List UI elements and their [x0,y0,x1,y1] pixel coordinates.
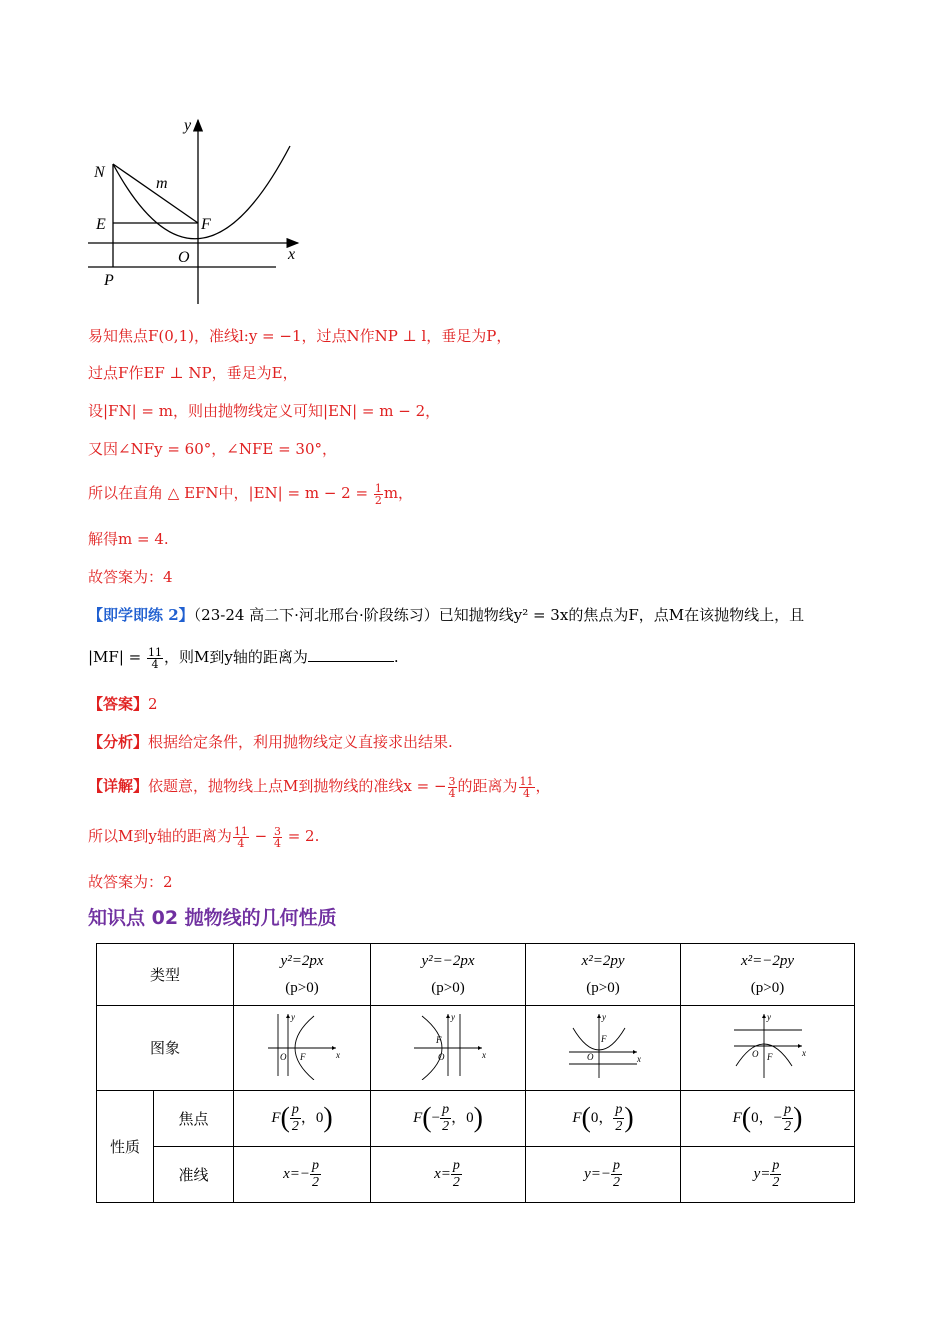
graph-cell-3 [526,1006,681,1090]
conclusion-suffix: = 2. [282,827,320,845]
label-P: P [104,272,114,289]
graph-cell-1 [234,1006,371,1090]
answer-value: 2 [148,695,158,713]
detail-suffix: ， [535,777,551,795]
focus-cell-4: F(0，− $\frac{p}{2}$ ) [681,1090,855,1146]
graph-left-opening [408,1010,488,1080]
svg-text:O: O [438,1052,445,1063]
detail-mid: 的距离为 [457,777,518,795]
label-E: E [96,216,106,233]
period: . [393,648,399,666]
conclusion-line [88,825,319,849]
solution-line-5 [88,482,413,506]
svg-text:y: y [766,1012,771,1023]
fraction-half: $\frac{1}{2}$ [374,481,382,507]
fraction-3-4: $\frac{3}{4}$ [448,774,456,800]
practice-question-line-1 [88,604,804,626]
minus-sign: − [249,827,272,845]
conclusion-prefix: 所以M到y轴的距离为 [88,827,232,845]
solution-line-5-suffix: m， [383,484,414,502]
graph-down-opening [728,1010,808,1080]
graph-right-opening [262,1010,342,1080]
fraction-11-4: $\frac{11}{4}$ [147,645,162,671]
label-y: y [184,117,192,134]
svg-text:y: y [602,1012,607,1023]
fraction-11-4-b: $\frac{11}{4}$ [519,774,534,800]
svg-text:F: F [766,1052,773,1063]
detail-prefix: 依题意，抛物线上点M到抛物线的准线x = − [148,777,447,795]
focus-cell-3: F(0， $\frac{p}{2}$ ) [526,1090,681,1146]
graph-up-opening [563,1010,643,1080]
svg-text:F: F [436,1035,442,1046]
type-cell-1: y²=2px (p>0) [234,944,371,1006]
svg-text:O: O [751,1049,759,1060]
parabola-figure [80,112,310,312]
svg-text:O: O [280,1052,287,1063]
table-row-type [97,944,855,1006]
detail-line [88,775,551,799]
header-graph: 图象 [97,1006,234,1090]
solution-line-4: 又因∠NFy = 60°，∠NFE = 30°， [88,440,338,458]
solution-line-3: 设|FN| = m，则由抛物线定义可知|EN| = m − 2， [88,402,441,420]
svg-text:y: y [291,1012,296,1023]
analysis-text: 根据给定条件，利用抛物线定义直接求出结果. [148,733,453,751]
header-props: 性质 [97,1090,154,1202]
fraction-11-4-c: $\frac{11}{4}$ [233,824,248,850]
focus-cell-1: F( $\frac{p}{2}$ ，0) [234,1090,371,1146]
label-N: N [94,164,105,181]
label-F: F [201,216,211,233]
label-m: m [156,175,168,192]
type-cell-3: x²=2py (p>0) [526,944,681,1006]
table-row-directrix [97,1146,855,1202]
directrix-cell-3: y=− $\frac{p}{2}$ [526,1146,681,1202]
svg-text:y: y [451,1012,456,1023]
fraction-3-4-b: $\frac{3}{4}$ [273,824,281,850]
type-cell-4: x²=−2py (p>0) [681,944,855,1006]
mf-prefix: |MF| = [88,648,146,666]
solution-line-2: 过点F作EF ⊥ NP，垂足为E， [88,364,298,382]
practice-source: （23-24 高二下·河北邢台·阶段练习）已知抛物线y² = 3x的焦点为F，点M在该抛物线上，且 [193,606,805,624]
svg-text:x: x [637,1054,642,1065]
answer-line [88,693,158,715]
directrix-cell-1: x=− $\frac{p}{2}$ [234,1146,371,1202]
table-row-focus [97,1090,855,1146]
header-type: 类型 [97,944,234,1006]
svg-text:x: x [482,1050,487,1061]
directrix-cell-4: y= $\frac{p}{2}$ [681,1146,855,1202]
graph-cell-2 [371,1006,526,1090]
label-x: x [288,246,296,263]
header-directrix: 准线 [154,1146,234,1202]
svg-text:x: x [336,1050,341,1061]
section-heading: 知识点 02 抛物线的几何性质 [88,907,337,929]
analysis-line [88,731,453,753]
table-row-graph [97,1006,855,1090]
practice-question-line-2 [88,646,399,670]
type-cell-2: y²=−2px (p>0) [371,944,526,1006]
final-answer-line: 故答案为：2 [88,873,173,891]
directrix-cell-2: x= $\frac{p}{2}$ [371,1146,526,1202]
segment-NF [113,164,198,223]
mf-suffix: ，则M到y轴的距离为 [163,648,308,666]
solution-line-5-prefix: 所以在直角 △ EFN中，|EN| = m − 2 = [88,484,373,502]
analysis-tag: 【分析】 [88,733,149,751]
label-O: O [178,249,190,266]
solution-line-1: 易知焦点F(0,1)，准线l:y = −1，过点N作NP ⊥ l，垂足为P， [88,327,512,345]
graph-cell-4 [681,1006,855,1090]
detail-tag: 【详解】 [88,777,149,795]
solution-line-6: 解得m = 4. [88,530,169,548]
answer-blank[interactable] [308,647,394,662]
practice-tag: 【即学即练 2】 [88,606,194,624]
solution-line-7: 故答案为：4 [88,568,173,586]
svg-text:F: F [300,1052,306,1063]
svg-text:F: F [601,1034,607,1045]
parabola-properties-table [96,943,855,1203]
svg-text:x: x [801,1048,806,1059]
focus-cell-2: F(− $\frac{p}{2}$ ，0) [371,1090,526,1146]
answer-tag: 【答案】 [88,695,149,713]
svg-text:O: O [587,1052,594,1063]
header-focus: 焦点 [154,1090,234,1146]
